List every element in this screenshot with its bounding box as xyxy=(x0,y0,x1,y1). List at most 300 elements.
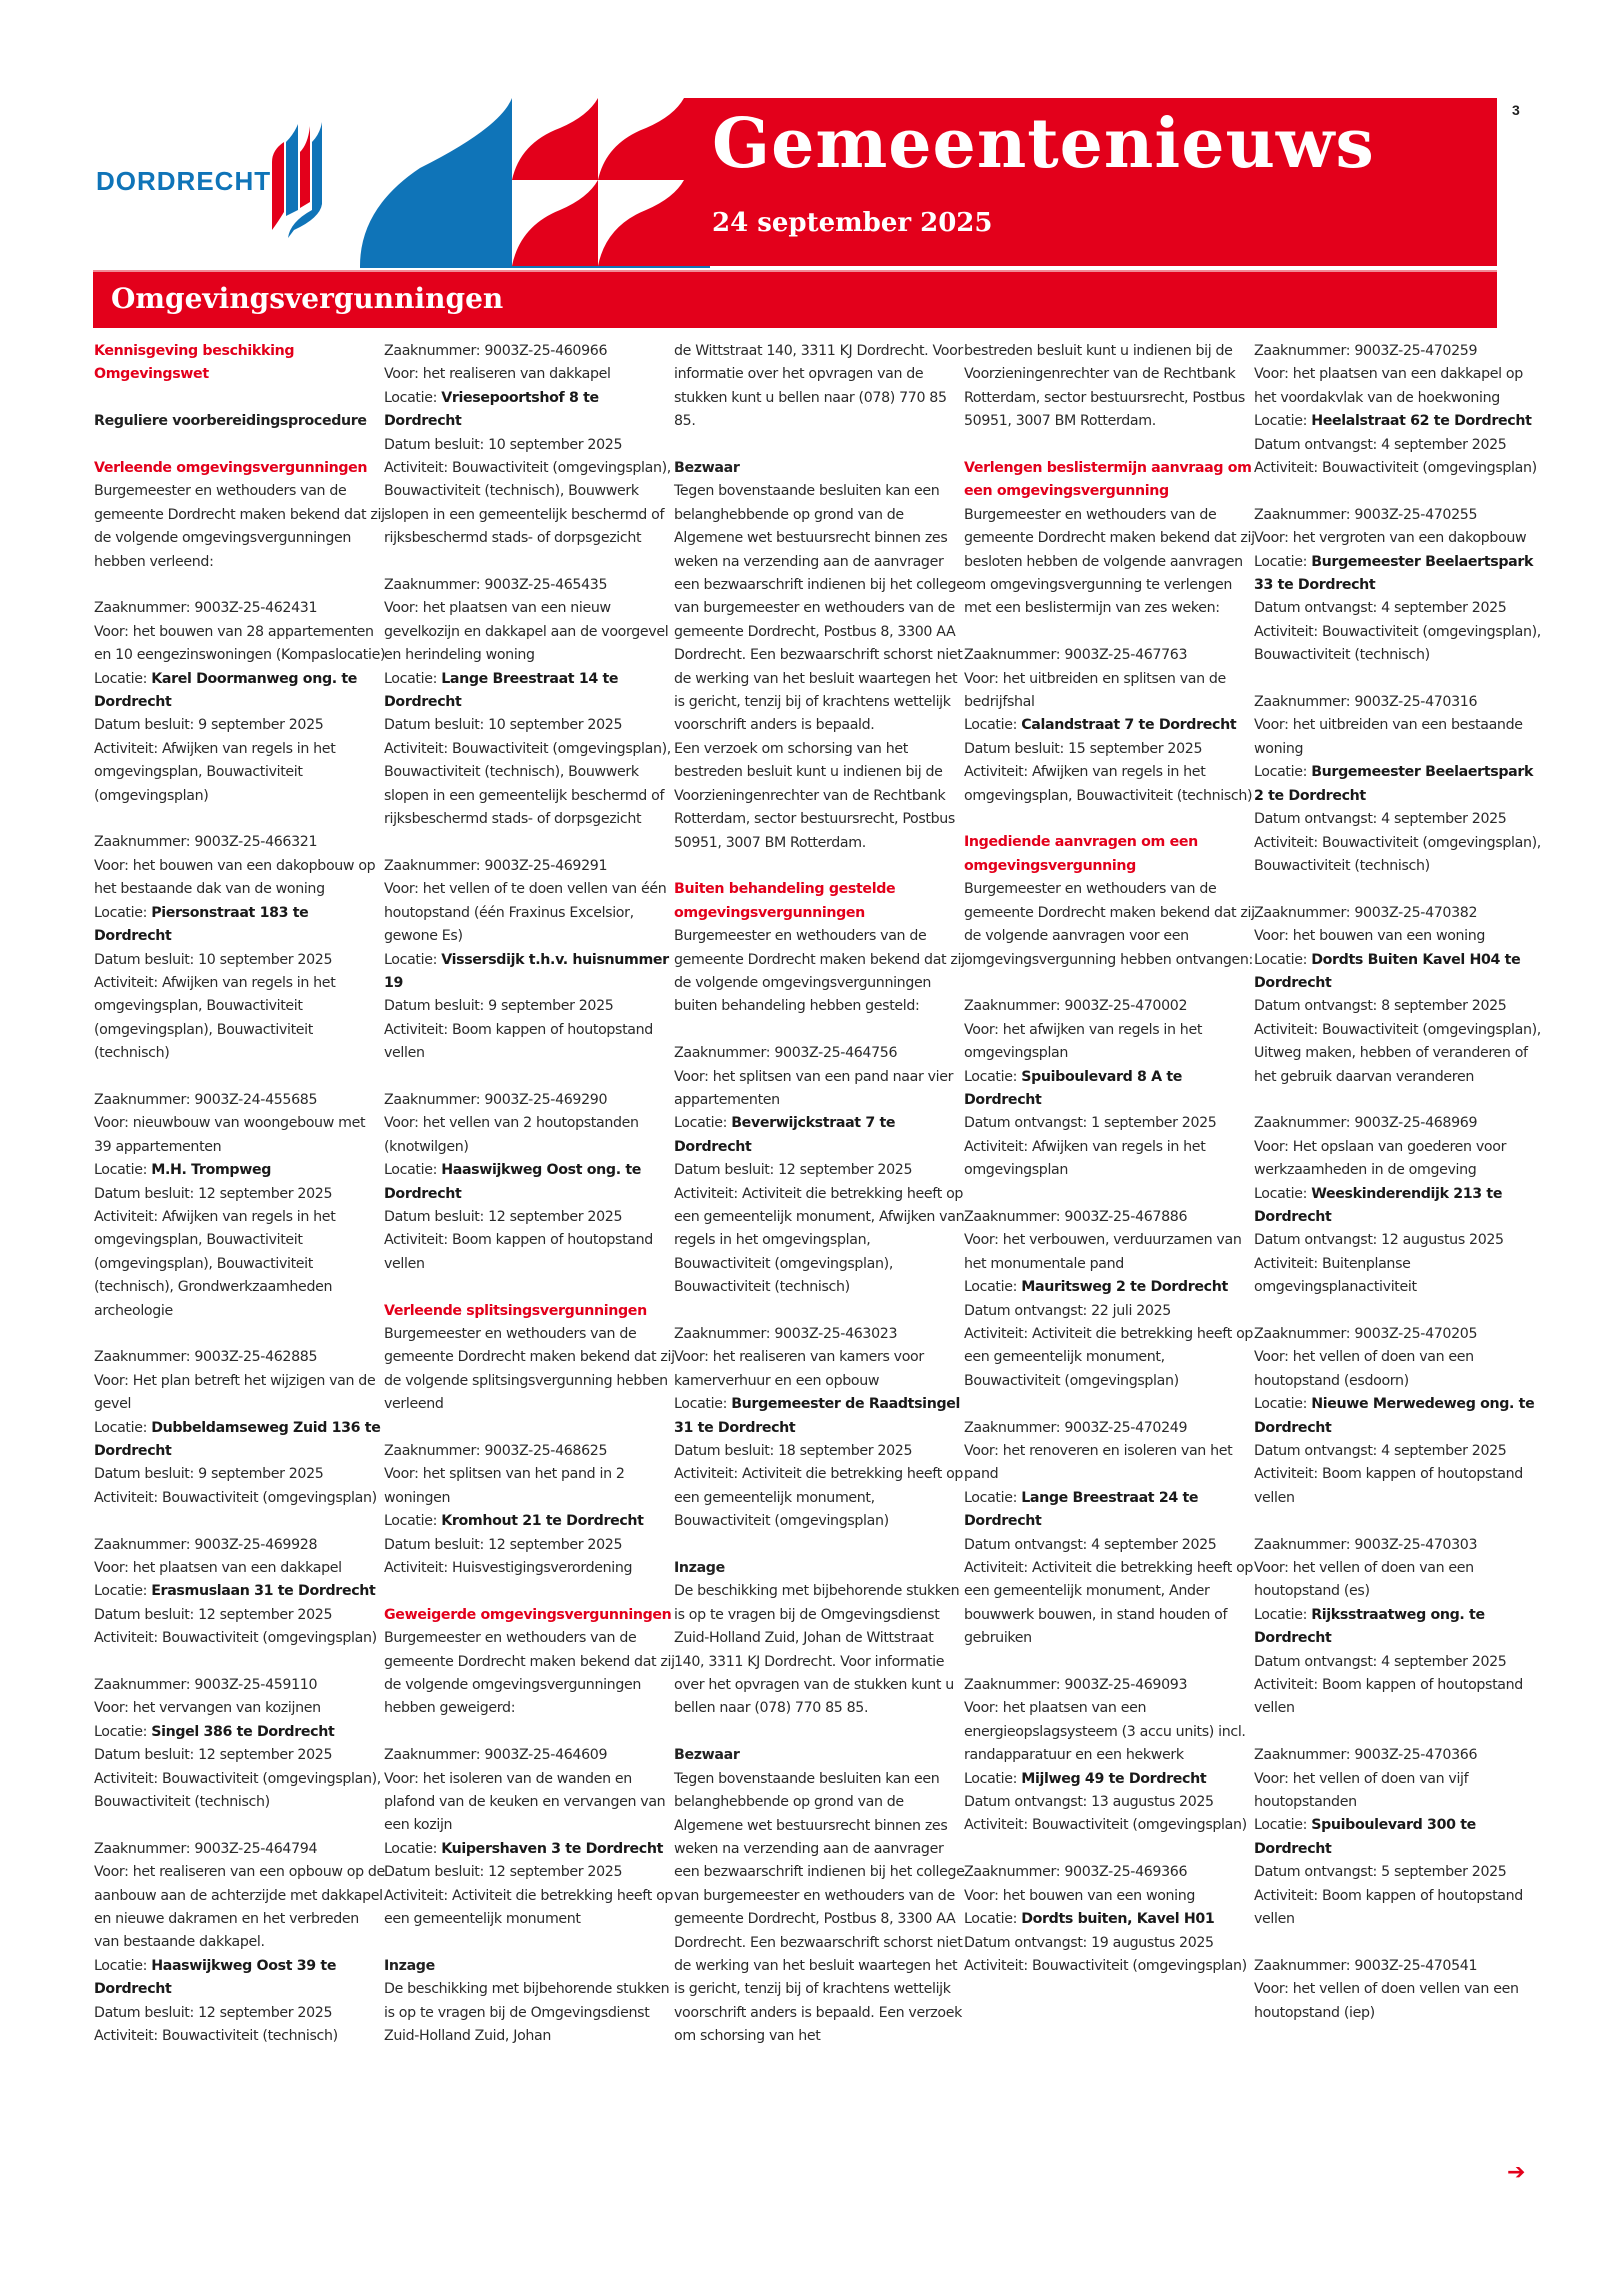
permit-entry xyxy=(1254,1112,1546,1299)
case-location: Erasmuslaan 31 te Dordrecht xyxy=(151,1583,376,1600)
case-location: Lange Breestraat 24 te Dordrecht xyxy=(964,1489,1199,1530)
case-description: Voor: het plaatsen van een dakkapel xyxy=(94,1560,342,1577)
permit-entry xyxy=(94,1838,386,2049)
case-date: Datum ontvangst: 4 september 2025 xyxy=(1254,1653,1507,1670)
case-description: Voor: het plaatsen van een nieuw gevelkozijn en dakkapel aan de voorgevel en herindeling woning xyxy=(384,600,669,664)
section-title: Omgevingsvergunningen xyxy=(111,282,504,315)
case-location-label: Locatie: xyxy=(94,1583,152,1600)
case-number: Zaaknummer: 9003Z-25-469366 xyxy=(964,1864,1188,1881)
case-date: Datum ontvangst: 4 september 2025 xyxy=(1254,811,1507,828)
case-description: Voor: het vellen of te doen vellen van één houtopstand (één Fraxinus Excelsior, gewone Es) xyxy=(384,881,667,945)
case-location: Burgemeester Beelaertspark 2 te Dordrecht xyxy=(1254,764,1534,804)
case-location-label: Locatie: xyxy=(94,670,152,687)
case-activity: Activiteit: Bouwactiviteit (omgevingsplan), Bouwactiviteit (technisch) xyxy=(1254,834,1541,874)
case-date: Datum besluit: 9 september 2025 xyxy=(384,998,614,1015)
case-description: Voor: het plaatsen van een dakkapel op het voordakvlak van de hoekwoning xyxy=(1254,366,1523,406)
case-description: Voor: het vellen of doen van vijf houtopstanden xyxy=(1254,1770,1469,1811)
case-date: Datum ontvangst: 4 september 2025 xyxy=(964,1536,1217,1553)
subheading: Reguliere voorbereidingsprocedure xyxy=(94,413,367,430)
case-number: Zaaknummer: 9003Z-25-465435 xyxy=(384,577,608,594)
case-location-line xyxy=(384,1159,676,1206)
section-heading: Verlengen beslistermijn aanvraag om een omgevingsvergunning xyxy=(964,460,1252,500)
case-location-label: Locatie: xyxy=(384,951,442,968)
case-activity: Activiteit: Activiteit die betrekking heeft op een gemeentelijk monument, Ander bouwwerk bouwen, in stand houden of gebruiken xyxy=(964,1560,1254,1647)
case-date: Datum besluit: 12 september 2025 xyxy=(94,1606,333,1623)
case-date: Datum besluit: 18 september 2025 xyxy=(674,1443,913,1460)
case-activity: Activiteit: Bouwactiviteit (omgevingsplan) xyxy=(94,1489,377,1506)
permit-entry xyxy=(1254,340,1546,480)
case-description: Voor: Het opslaan van goederen voor werkzaamheden in de omgeving xyxy=(1254,1138,1507,1179)
case-location-label: Locatie: xyxy=(1254,1185,1312,1202)
case-date: Datum besluit: 12 september 2025 xyxy=(384,1864,623,1881)
case-number: Zaaknummer: 9003Z-25-470316 xyxy=(1254,694,1478,711)
case-number: Zaaknummer: 9003Z-25-462431 xyxy=(94,600,318,617)
case-description: Voor: het bouwen van een woning xyxy=(1254,928,1486,945)
case-location-line xyxy=(964,1908,1256,1931)
case-description: Voor: het vervangen van kozijnen xyxy=(94,1700,321,1717)
spacer xyxy=(384,1417,676,1440)
case-location: M.H. Trompweg xyxy=(151,1162,272,1179)
section-heading: Ingediende aanvragen om een omgevingsvergunning xyxy=(964,834,1198,874)
case-description: Voor: het afwijken van regels in het omgevingsplan xyxy=(964,1021,1203,1062)
spacer xyxy=(674,1721,966,1744)
paragraph: Burgemeester en wethouders van de gemeente Dordrecht maken bekend dat zij de volgende aanvragen voor een omgevingsvergunning hebben ontvangen: xyxy=(964,881,1255,968)
case-location: Vissersdijk t.h.v. huisnummer 19 xyxy=(384,951,669,991)
case-location-label: Locatie: xyxy=(94,1162,152,1179)
case-activity: Activiteit: Afwijken van regels in het omgevingsplan, Bouwactiviteit (omgevingsplan) xyxy=(94,740,336,804)
paragraph: Tegen bovenstaande besluiten kan een belanghebbende op grond van de Algemene wet bestuursrecht binnen zes weken na verzending aan de aanvrager een bezwaarschrift indienen bij het college van burgemeester en wethouders van de gemeente Dordrecht, Postbus 8, 3300 AA Dordrecht. Een bezwaarschrift schorst niet de werking van het besluit waartegen het is gericht, tenzij bij of krachtens wettelijk voorschrift anders is bepaald. Een verzoek om schorsing van het xyxy=(674,1770,965,2045)
paragraph: Een verzoek om schorsing van het bestreden besluit kunt u indienen bij de Voorzieningenrechter van de Rechtbank Rotterdam, sector bestuursrecht, Postbus 50951, 3007 BM Rotterdam. xyxy=(674,740,955,851)
spacer xyxy=(964,621,1256,644)
permit-entry xyxy=(674,1042,966,1299)
case-activity: Activiteit: Bouwactiviteit (omgevingsplan) xyxy=(94,1630,377,1647)
case-description: Voor: het plaatsen van een energieopslagsysteem (3 accu units) incl. randapparatuur en een hekwerk xyxy=(964,1700,1246,1764)
case-number: Zaaknummer: 9003Z-25-463023 xyxy=(674,1326,898,1342)
case-activity: Activiteit: Buitenplanse omgevingsplanactiviteit xyxy=(1254,1255,1417,1296)
case-location: Heelalstraat 62 te Dordrecht xyxy=(1311,413,1532,430)
case-location: Haaswijkweg Oost ong. te Dordrecht xyxy=(384,1162,642,1202)
case-location: Kuipershaven 3 te Dordrecht xyxy=(441,1840,664,1857)
case-location-line xyxy=(94,1721,386,1744)
paragraph: Tegen bovenstaande besluiten kan een belanghebbende op grond van de Algemene wet bestuursrecht binnen zes weken na verzending aan de aanvrager een bezwaarschrift indienen bij het college van burgemeester en wethouders van de gemeente Dordrecht, Postbus 8, 3300 AA Dordrecht. Een bezwaarschrift schorst niet de werking van het besluit waartegen het is gericht, tenzij bij of krachtens wettelijk voorschrift anders is bepaald. xyxy=(674,483,965,734)
spacer xyxy=(94,387,386,410)
case-number: Zaaknummer: 9003Z-25-470249 xyxy=(964,1419,1188,1436)
spacer xyxy=(94,1066,386,1089)
case-date: Datum ontvangst: 19 augustus 2025 xyxy=(964,1934,1214,1951)
arrow-right-icon: ➔ xyxy=(1507,2160,1526,2185)
permit-entry xyxy=(964,644,1256,808)
spacer xyxy=(1254,1510,1546,1533)
paragraph: Burgemeester en wethouders van de gemeente Dordrecht maken bekend dat zij de volgende omgevingsvergunningen buiten behandeling hebben gesteld: xyxy=(674,928,965,1015)
case-number: Zaaknummer: 9003Z-25-470541 xyxy=(1254,1957,1478,1974)
case-activity: Activiteit: Boom kappen of houtopstand vellen xyxy=(1254,1887,1523,1928)
permit-entry xyxy=(674,1323,966,1534)
permit-entry xyxy=(94,831,386,1065)
case-location: Piersonstraat 183 te Dordrecht xyxy=(94,904,309,945)
permit-entry xyxy=(1254,1534,1546,1721)
permit-entry xyxy=(384,1744,676,1931)
permit-entry xyxy=(384,340,676,551)
case-location-line xyxy=(1254,1604,1546,1651)
column-4 xyxy=(964,340,1256,1978)
case-location: Lange Breestraat 14 te Dordrecht xyxy=(384,670,619,711)
case-number: Zaaknummer: 9003Z-25-464756 xyxy=(674,1045,898,1062)
case-location: Spuiboulevard 8 A te Dordrecht xyxy=(964,1068,1183,1108)
case-date: Datum besluit: 15 september 2025 xyxy=(964,740,1203,757)
spacer xyxy=(964,1183,1256,1206)
publication-title: Gemeentenieuws xyxy=(712,104,1375,184)
case-date: Datum ontvangst: 12 augustus 2025 xyxy=(1254,1232,1504,1249)
paragraph: bestreden besluit kunt u indienen bij de Voorzieningenrechter van de Rechtbank Rotterdam, sector bestuursrecht, Postbus 50951, 3007 BM Rotterdam. xyxy=(964,343,1245,430)
case-location-line xyxy=(964,1066,1256,1113)
spacer xyxy=(1254,878,1546,901)
spacer xyxy=(1254,1300,1546,1323)
case-location: Haaswijkweg Oost 39 te Dordrecht xyxy=(94,1957,337,1998)
case-location-label: Locatie: xyxy=(384,1162,442,1179)
spacer xyxy=(674,1300,966,1323)
case-number: Zaaknummer: 9003Z-25-460966 xyxy=(384,343,608,359)
case-location-line xyxy=(964,1487,1256,1534)
case-location-line xyxy=(384,387,676,434)
case-location-label: Locatie: xyxy=(384,1840,442,1857)
case-location: Kromhout 21 te Dordrecht xyxy=(441,1513,644,1530)
spacer xyxy=(94,574,386,597)
permit-entry xyxy=(964,1861,1256,1978)
case-description: Voor: het verbouwen, verduurzamen van het monumentale pand xyxy=(964,1232,1242,1272)
column-3 xyxy=(674,340,966,2049)
case-number: Zaaknummer: 9003Z-25-470002 xyxy=(964,998,1188,1015)
case-location-label: Locatie: xyxy=(964,1068,1022,1085)
case-number: Zaaknummer: 9003Z-25-459110 xyxy=(94,1677,318,1694)
case-description: Voor: nieuwbouw van woongebouw met 39 appartementen xyxy=(94,1115,366,1155)
case-location-label: Locatie: xyxy=(384,1513,442,1530)
case-activity: Activiteit: Afwijken van regels in het omgevingsplan, Bouwactiviteit (technisch) xyxy=(964,764,1253,804)
case-location-line xyxy=(94,1955,386,2002)
case-location-line xyxy=(94,902,386,949)
case-number: Zaaknummer: 9003Z-25-464794 xyxy=(94,1840,318,1857)
case-location: Spuiboulevard 300 te Dordrecht xyxy=(1254,1817,1476,1857)
case-date: Datum besluit: 10 september 2025 xyxy=(384,436,623,453)
case-activity: Activiteit: Afwijken van regels in het omgevingsplan xyxy=(964,1138,1206,1179)
case-activity: Activiteit: Bouwactiviteit (omgevingsplan), Uitweg maken, hebben of veranderen of het gebruik daarvan veranderen xyxy=(1254,1021,1541,1085)
paragraph: Burgemeester en wethouders van de gemeente Dordrecht maken bekend dat zij besloten hebben de volgende aanvragen om omgevingsvergunning te verlengen met een beslistermijn van zes weken: xyxy=(964,506,1255,617)
permit-entry xyxy=(94,1089,386,1323)
subheading: Bezwaar xyxy=(674,1747,740,1764)
permit-entry xyxy=(1254,1744,1546,1931)
case-description: Voor: Het plan betreft het wijzigen van de gevel xyxy=(94,1372,376,1413)
case-description: Voor: het realiseren van een opbouw op de aanbouw aan de achterzijde met dakkapel en nieuwe dakramen en het verbreden van bestaande dakkapel. xyxy=(94,1864,385,1951)
case-location-label: Locatie: xyxy=(964,1279,1022,1296)
case-location-label: Locatie: xyxy=(964,1489,1022,1506)
paragraph: De beschikking met bijbehorende stukken is op te vragen bij de Omgevingsdienst Zuid-Holland Zuid, Johan de Wittstraat 140, 3311 KJ Dordrecht. Voor informatie over het opvragen van de stukken kunt u bellen naar (078) 770 85 85. xyxy=(674,1583,960,1717)
spacer xyxy=(964,1651,1256,1674)
permit-entry xyxy=(384,1440,676,1580)
spacer xyxy=(94,1510,386,1533)
case-description: Voor: het vellen of doen van een houtopstand (esdoorn) xyxy=(1254,1349,1474,1389)
case-location-label: Locatie: xyxy=(94,904,152,921)
spacer xyxy=(674,434,966,457)
case-date: Datum besluit: 9 september 2025 xyxy=(94,1466,324,1483)
case-date: Datum ontvangst: 22 juli 2025 xyxy=(964,1302,1171,1319)
spacer xyxy=(384,551,676,574)
case-number: Zaaknummer: 9003Z-25-469093 xyxy=(964,1677,1188,1694)
case-location: Vriesepoortshof 8 te Dordrecht xyxy=(384,389,599,430)
case-activity: Activiteit: Boom kappen of houtopstand vellen xyxy=(1254,1677,1523,1717)
case-date: Datum ontvangst: 5 september 2025 xyxy=(1254,1864,1507,1881)
case-location-line xyxy=(964,1768,1256,1791)
case-activity: Activiteit: Bouwactiviteit (technisch) xyxy=(94,2028,338,2045)
case-activity: Activiteit: Huisvestigingsverordening xyxy=(384,1560,633,1577)
case-date: Datum besluit: 9 september 2025 xyxy=(94,717,324,734)
case-location: Singel 386 te Dordrecht xyxy=(151,1723,335,1740)
section-header xyxy=(93,270,1497,328)
case-date: Datum besluit: 12 september 2025 xyxy=(384,1536,623,1553)
case-location: Burgemeester Beelaertspark 33 te Dordrecht xyxy=(1254,553,1534,594)
spacer xyxy=(964,1838,1256,1861)
case-location-label: Locatie: xyxy=(964,1911,1022,1928)
case-date: Datum besluit: 10 september 2025 xyxy=(94,951,333,968)
case-date: Datum ontvangst: 13 augustus 2025 xyxy=(964,1794,1214,1811)
case-date: Datum ontvangst: 4 september 2025 xyxy=(1254,600,1507,617)
spacer xyxy=(964,808,1256,831)
case-location-label: Locatie: xyxy=(1254,1606,1312,1623)
permit-entry xyxy=(384,1089,676,1276)
case-location-line xyxy=(964,714,1256,737)
case-description: Voor: het isoleren van de wanden en plafond van de keuken en vervangen van een kozijn xyxy=(384,1770,666,1834)
spacer xyxy=(1254,1089,1546,1112)
permit-entry xyxy=(964,1206,1256,1393)
case-date: Datum besluit: 12 september 2025 xyxy=(94,1185,333,1202)
spacer xyxy=(384,1580,676,1603)
dordrecht-logo-mark-icon xyxy=(264,122,334,242)
case-location-line xyxy=(1254,1393,1546,1440)
paragraph: Burgemeester en wethouders van de gemeente Dordrecht maken bekend dat zij de volgende omgevingsvergunningen hebben geweigerd: xyxy=(384,1630,675,1717)
case-activity: Activiteit: Bouwactiviteit (omgevingsplan) xyxy=(964,1817,1247,1834)
case-location-line xyxy=(1254,949,1546,996)
case-activity: Activiteit: Activiteit die betrekking heeft op een gemeentelijk monument xyxy=(384,1887,674,1928)
column-5 xyxy=(1254,340,1546,2025)
case-date: Datum besluit: 10 september 2025 xyxy=(384,717,623,734)
section-heading: Buiten behandeling gestelde omgevingsvergunningen xyxy=(674,881,896,921)
case-location-line xyxy=(964,1276,1256,1299)
subheading: Inzage xyxy=(674,1560,725,1577)
case-location: Dubbeldamseweg Zuid 136 te Dordrecht xyxy=(94,1419,381,1459)
spacer xyxy=(94,1651,386,1674)
spacer xyxy=(1254,480,1546,503)
spacer xyxy=(674,1019,966,1042)
case-number: Zaaknummer: 9003Z-25-470259 xyxy=(1254,343,1478,359)
paragraph: de Wittstraat 140, 3311 KJ Dordrecht. Voor informatie over het opvragen van de stukken kunt u bellen naar (078) 770 85 85. xyxy=(674,343,963,430)
case-location-label: Locatie: xyxy=(94,1957,152,1974)
case-location: Dordts buiten, Kavel H01 xyxy=(1021,1911,1215,1928)
case-location-line xyxy=(674,1112,966,1159)
section-heading: Geweigerde omgevingsvergunningen xyxy=(384,1606,672,1623)
case-number: Zaaknummer: 9003Z-25-467763 xyxy=(964,647,1188,664)
case-location-line xyxy=(674,1393,966,1440)
case-location-label: Locatie: xyxy=(94,1419,152,1436)
spacer xyxy=(384,1276,676,1299)
permit-entry xyxy=(1254,1323,1546,1510)
case-location-label: Locatie: xyxy=(1254,553,1312,570)
case-date: Datum besluit: 12 september 2025 xyxy=(94,1747,333,1764)
case-date: Datum besluit: 12 september 2025 xyxy=(384,1208,623,1225)
case-location: Mijlweg 49 te Dordrecht xyxy=(1021,1770,1207,1787)
case-number: Zaaknummer: 9003Z-25-470205 xyxy=(1254,1325,1478,1342)
case-number: Zaaknummer: 9003Z-25-470382 xyxy=(1254,904,1478,921)
case-activity: Activiteit: Bouwactiviteit (omgevingsplan), Bouwactiviteit (technisch), Bouwwerk slopen in een gemeentelijk beschermd of rijksbeschermd stads- of dorpsgezicht xyxy=(384,460,671,547)
spacer xyxy=(384,1066,676,1089)
case-location-line xyxy=(94,1417,386,1464)
spacer xyxy=(1254,1932,1546,1955)
case-number: Zaaknummer: 9003Z-25-469291 xyxy=(384,857,608,874)
permit-entry xyxy=(94,1534,386,1651)
case-description: Voor: het splitsen van het pand in 2 woningen xyxy=(384,1466,625,1506)
permit-entry xyxy=(964,995,1256,1182)
case-activity: Activiteit: Bouwactiviteit (omgevingsplan), Bouwactiviteit (technisch) xyxy=(94,1770,381,1811)
case-activity: Activiteit: Activiteit die betrekking heeft op een gemeentelijk monument, Afwijken van regels in het omgevingsplan, Bouwactiviteit (omgevingsplan), Bouwactiviteit (technisch) xyxy=(674,1185,965,1296)
case-activity: Activiteit: Afwijken van regels in het omgevingsplan, Bouwactiviteit (omgevingsplan), Bouwactiviteit (technisch), Grondwerkzaamheden archeologie xyxy=(94,1208,336,1319)
case-number: Zaaknummer: 9003Z-25-462885 xyxy=(94,1349,318,1366)
case-number: Zaaknummer: 9003Z-25-470255 xyxy=(1254,506,1478,523)
case-location-line xyxy=(94,1580,386,1603)
case-activity: Activiteit: Boom kappen of houtopstand vellen xyxy=(384,1021,653,1062)
subheading: Inzage xyxy=(384,1957,435,1974)
spacer xyxy=(674,855,966,878)
case-location-label: Locatie: xyxy=(1254,413,1312,430)
banner-wave-graphic xyxy=(360,98,710,268)
case-location: Beverwijckstraat 7 te Dordrecht xyxy=(674,1115,896,1155)
permit-entry xyxy=(94,597,386,808)
case-activity: Activiteit: Boom kappen of houtopstand vellen xyxy=(384,1232,653,1272)
permit-entry xyxy=(1254,1955,1546,2025)
case-activity: Activiteit: Afwijken van regels in het omgevingsplan, Bouwactiviteit (omgevingsplan), Bouwactiviteit (technisch) xyxy=(94,974,336,1062)
case-activity: Activiteit: Bouwactiviteit (omgevingsplan), Bouwactiviteit (technisch), Bouwwerk slopen in een gemeentelijk beschermd of rijksbeschermd stads- of dorpsgezicht xyxy=(384,740,671,828)
spacer xyxy=(384,1932,676,1955)
case-location-line xyxy=(384,1838,676,1861)
page-number: 3 xyxy=(1512,102,1520,118)
case-date: Datum besluit: 12 september 2025 xyxy=(674,1162,913,1179)
subheading: Bezwaar xyxy=(674,460,740,477)
case-number: Zaaknummer: 9003Z-25-469928 xyxy=(94,1536,318,1553)
case-description: Voor: het vellen of doen vellen van een houtopstand (iep) xyxy=(1254,1981,1519,2021)
dordrecht-logo xyxy=(96,122,356,242)
case-date: Datum ontvangst: 1 september 2025 xyxy=(964,1115,1217,1132)
case-location: Calandstraat 7 te Dordrecht xyxy=(1021,717,1237,734)
case-description: Voor: het splitsen van een pand naar vier appartementen xyxy=(674,1068,954,1108)
logo-text: DORDRECHT xyxy=(96,166,272,196)
spacer xyxy=(1254,1721,1546,1744)
case-location-label: Locatie: xyxy=(1254,951,1312,968)
case-date: Datum ontvangst: 4 september 2025 xyxy=(1254,1443,1507,1460)
case-location-label: Locatie: xyxy=(1254,1396,1312,1413)
case-location: Dordts Buiten Kavel H04 te Dordrecht xyxy=(1254,951,1521,991)
column-1 xyxy=(94,340,386,2049)
case-number: Zaaknummer: 9003Z-25-464609 xyxy=(384,1747,608,1764)
case-location: Rijksstraatweg ong. te Dordrecht xyxy=(1254,1606,1485,1647)
case-location: Karel Doormanweg ong. te Dordrecht xyxy=(94,670,358,711)
case-location: Weeskinderendijk 213 te Dordrecht xyxy=(1254,1185,1503,1225)
case-description: Voor: het bouwen van 28 appartementen en 10 eengezinswoningen (Kompaslocatie) xyxy=(94,623,386,664)
case-location-line xyxy=(1254,761,1546,808)
case-location-line xyxy=(384,949,676,996)
case-description: Voor: het renoveren en isoleren van het pand xyxy=(964,1443,1233,1483)
paragraph: Burgemeester en wethouders van de gemeente Dordrecht maken bekend dat zij de volgende omgevingsvergunningen hebben verleend: xyxy=(94,483,385,570)
case-location-label: Locatie: xyxy=(384,389,442,406)
masthead-banner xyxy=(700,98,1497,266)
case-location-line xyxy=(1254,1183,1546,1230)
case-location: Burgemeester de Raadtsingel 31 te Dordrecht xyxy=(674,1396,961,1436)
case-activity: Activiteit: Activiteit die betrekking heeft op een gemeentelijk monument, Bouwactiviteit (omgevingsplan) xyxy=(964,1325,1254,1389)
spacer xyxy=(964,1393,1256,1416)
spacer xyxy=(964,434,1256,457)
spacer xyxy=(674,1534,966,1557)
case-location-label: Locatie: xyxy=(94,1723,152,1740)
case-number: Zaaknummer: 9003Z-25-470303 xyxy=(1254,1536,1478,1553)
case-location-label: Locatie: xyxy=(964,717,1022,734)
spacer xyxy=(94,1323,386,1346)
spacer xyxy=(94,1814,386,1837)
case-location-line xyxy=(1254,1814,1546,1861)
case-location-label: Locatie: xyxy=(1254,1817,1312,1834)
spacer xyxy=(1254,668,1546,691)
permit-entry xyxy=(94,1346,386,1510)
case-description: Voor: het realiseren van dakkapel xyxy=(384,366,611,383)
case-location-label: Locatie: xyxy=(674,1396,732,1413)
case-description: Voor: het vergroten van een dakopbouw xyxy=(1254,530,1527,547)
paragraph: De beschikking met bijbehorende stukken is op te vragen bij de Omgevingsdienst Zuid-Holland Zuid, Johan xyxy=(384,1981,670,2045)
section-heading: Verleende omgevingsvergunningen xyxy=(94,460,368,476)
case-description: Voor: het bouwen van een woning xyxy=(964,1887,1196,1904)
section-heading: Kennisgeving beschikking Omgevingswet xyxy=(94,343,295,383)
case-location-line xyxy=(94,1159,386,1182)
case-number: Zaaknummer: 9003Z-25-466321 xyxy=(94,834,318,851)
spacer xyxy=(384,832,676,855)
permit-entry xyxy=(1254,504,1546,668)
case-date: Datum ontvangst: 4 september 2025 xyxy=(1254,436,1507,453)
spacer xyxy=(384,1721,676,1744)
spacer xyxy=(94,808,386,831)
paragraph: Burgemeester en wethouders van de gemeente Dordrecht maken bekend dat zij de volgende splitsingsvergunning hebben verleend xyxy=(384,1326,675,1413)
case-activity: Activiteit: Bouwactiviteit (omgevingsplan) xyxy=(1254,460,1537,477)
case-location-line xyxy=(384,668,676,715)
permit-entry xyxy=(964,1674,1256,1838)
case-description: Voor: het vellen of doen van een houtopstand (es) xyxy=(1254,1560,1474,1600)
case-location: Nieuwe Merwedeweg ong. te Dordrecht xyxy=(1254,1396,1535,1436)
permit-entry xyxy=(94,1674,386,1814)
case-activity: Activiteit: Bouwactiviteit (omgevingsplan) xyxy=(964,1957,1247,1974)
permit-entry xyxy=(1254,691,1546,878)
case-description: Voor: het uitbreiden en splitsen van de bedrijfshal xyxy=(964,670,1226,711)
section-heading: Verleende splitsingsvergunningen xyxy=(384,1302,647,1319)
case-location-label: Locatie: xyxy=(674,1115,732,1132)
case-description: Voor: het vellen van 2 houtopstanden (knotwilgen) xyxy=(384,1115,639,1155)
case-number: Zaaknummer: 9003Z-25-470366 xyxy=(1254,1747,1478,1764)
permit-entry xyxy=(964,1417,1256,1651)
case-location-line xyxy=(384,1510,676,1533)
case-description: Voor: het bouwen van een dakopbouw op het bestaande dak van de woning xyxy=(94,857,376,898)
permit-entry xyxy=(384,855,676,1066)
case-location-line xyxy=(94,668,386,715)
case-number: Zaaknummer: 9003Z-25-468969 xyxy=(1254,1115,1478,1132)
case-activity: Activiteit: Bouwactiviteit (omgevingsplan), Bouwactiviteit (technisch) xyxy=(1254,623,1541,664)
permit-entry xyxy=(384,574,676,831)
publication-date: 24 september 2025 xyxy=(712,208,993,238)
case-number: Zaaknummer: 9003Z-25-469290 xyxy=(384,1091,608,1108)
spacer xyxy=(94,434,386,457)
case-date: Datum besluit: 12 september 2025 xyxy=(94,2004,333,2021)
spacer xyxy=(964,972,1256,995)
case-number: Zaaknummer: 9003Z-24-455685 xyxy=(94,1091,318,1108)
